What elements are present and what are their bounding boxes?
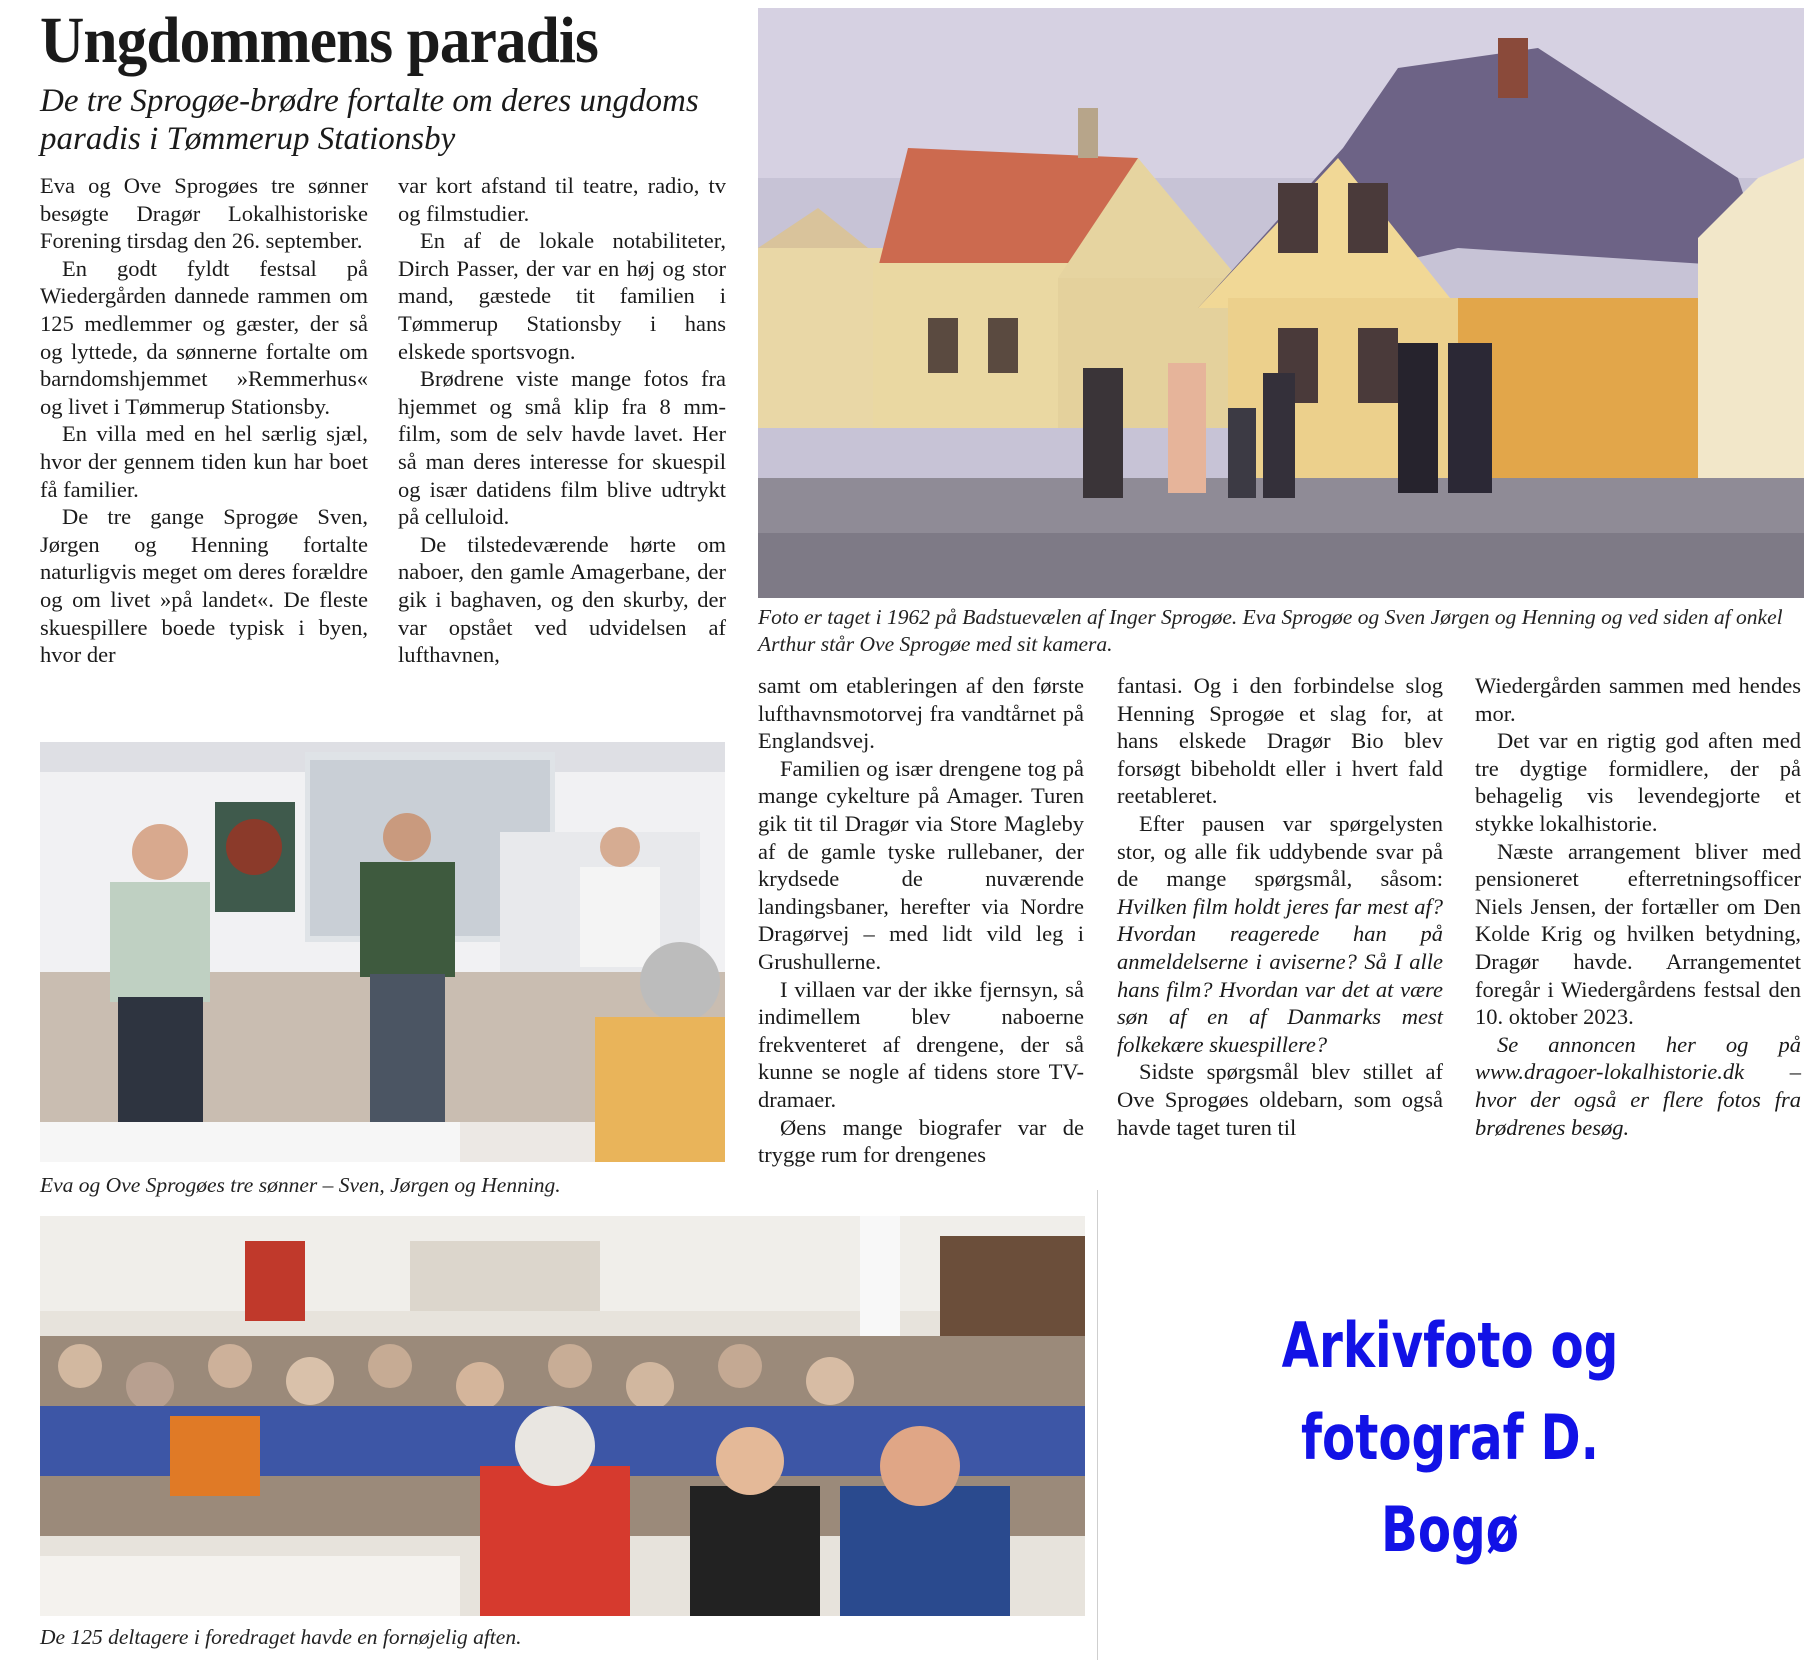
archive-credit-stamp <box>1224 1300 1676 1576</box>
article-column-2 <box>398 172 726 669</box>
paragraph: samt om etableringen af den første lufthavnsmotorvej fra vandtårnet på Englandsvej. <box>758 673 1084 754</box>
paragraph: Familien og især drengene tog på mange cykelture på Amager. Turen gik tit til Dragør via Store Magleby af de gamle tyske rullebaner, der krydsede de nuværende landingsbaner, herefter via Nordre Dragørvej – med lidt vild leg i Grushullerne. <box>758 755 1084 974</box>
divider <box>1097 1190 1098 1660</box>
paragraph: Næste arrangement bliver med pensioneret efterretningsofficer Niels Jensen, der fortæller om Den Kolde Krig og hvilken betydning, Dragør havde. Arrangementet foregår i Wiedergårdens festsal den 10. oktober 2023. <box>1475 838 1801 1030</box>
article-column-4 <box>1117 672 1443 1141</box>
questions-text: Hvilken film holdt jeres far mest af? Hvordan reagerede han på anmeldelserne i aviserne? Så I alle hans film? Hvordan var det at være søn af en af Danmarks mest folkekære skuespillere? <box>1117 893 1443 1057</box>
caption-house-photo: Foto er taget i 1962 på Badstuevælen af Inger Sprogøe. Eva Sprogøe og Sven Jørgen og Henning og ved siden af onkel Arthur står Ove Sprogøe med sit kamera. <box>758 605 1783 656</box>
paragraph: Sidste spørgsmål blev stillet af Ove Sprogøes oldebarn, som også havde taget turen til <box>1117 1059 1443 1140</box>
paragraph: Det var en rigtig god aften med tre dygtige formidlere, der på behagelig vis levendegjorte et stykke lokalhistorie. <box>1475 728 1801 836</box>
paragraph: Øens mange biografer var de trygge rum for drengenes <box>758 1114 1084 1168</box>
article-column-5 <box>1475 672 1801 1141</box>
stamp-line-1: Arkivfoto og <box>1281 1309 1619 1382</box>
article-column-1 <box>40 172 368 669</box>
caption-audience: De 125 deltagere i foredraget havde en fornøjelig aften. <box>40 1625 522 1649</box>
photo-house-1962 <box>758 8 1804 598</box>
paragraph: var kort afstand til teatre, radio, tv og filmstudier. <box>398 173 726 226</box>
paragraph: Eva og Ove Sprogøes tre sønner besøgte Dragør Lokalhistoriske Forening tirsdag den 26. september. <box>40 173 368 254</box>
paragraph: En godt fyldt festsal på Wiedergården dannede rammen om 125 medlemmer og gæster, der så og lyttede, da sønnerne fortalte om barndomshjemmet »Remmerhus« og livet i Tømmerup Stationsby. <box>40 255 368 419</box>
caption-three-sons: Eva og Ove Sprogøes tre sønner – Sven, Jørgen og Henning. <box>40 1173 561 1197</box>
headline: Ungdommens paradis <box>40 4 598 77</box>
paragraph-text: Efter pausen var spørgelysten stor, og alle fik uddybende svar på de mange spørgsmål, såsom: <box>1117 810 1443 892</box>
article-column-3 <box>758 672 1084 1169</box>
photo-three-sons <box>40 742 725 1162</box>
paragraph: En af de lokale notabiliteter, Dirch Passer, der var en høj og stor mand, gæstede tit familien i Tømmerup Stationsby i hans elskede sportsvogn. <box>398 228 726 364</box>
photo-audience <box>40 1216 1085 1616</box>
paragraph: De tre gange Sprogøe Sven, Jørgen og Henning fortalte naturligvis meget om deres forældre og om livet »på landet«. De fleste skuespillere boede typisk i byen, hvor der <box>40 504 368 668</box>
paragraph <box>1117 810 1443 1058</box>
paragraph: De tilstedeværende hørte om naboer, den gamle Amagerbane, der gik i baghaven, og den skurby, der var opstået ved udvidelsen af lufthavnen, <box>398 531 726 668</box>
paragraph: fantasi. Og i den forbindelse slog Henning Sprogøe et slag for, at hans elskede Dragør Bio blev forsøgt bibeholdt eller i hvert fald reetableret. <box>1117 673 1443 809</box>
stamp-line-2: fotograf D. Bogø <box>1300 1401 1600 1566</box>
paragraph: Brødrene viste mange fotos fra hjemmet og små klip fra 8 mm-film, som de selv havde lavet. Her så man deres interesse for skuespil og især datidens film blive udtrykt på celluloid. <box>398 366 726 530</box>
paragraph: I villaen var der ikke fjernsyn, så indimellem blev naboerne frekventeret af drengene, der så kunne se nogle af tidens store TV-dramaer. <box>758 976 1084 1112</box>
subheadline: De tre Sprogøe-brødre fortalte om deres ungdoms paradis i Tømmerup Stationsby <box>40 83 699 157</box>
paragraph-note: Se annoncen her og på www.dragoer-lokalhistorie.dk – hvor der også er flere fotos fra brødrenes besøg. <box>1475 1031 1801 1140</box>
paragraph: Wiedergården sammen med hendes mor. <box>1475 673 1801 726</box>
paragraph: En villa med en hel særlig sjæl, hvor der gennem tiden kun har boet få familier. <box>40 421 368 502</box>
